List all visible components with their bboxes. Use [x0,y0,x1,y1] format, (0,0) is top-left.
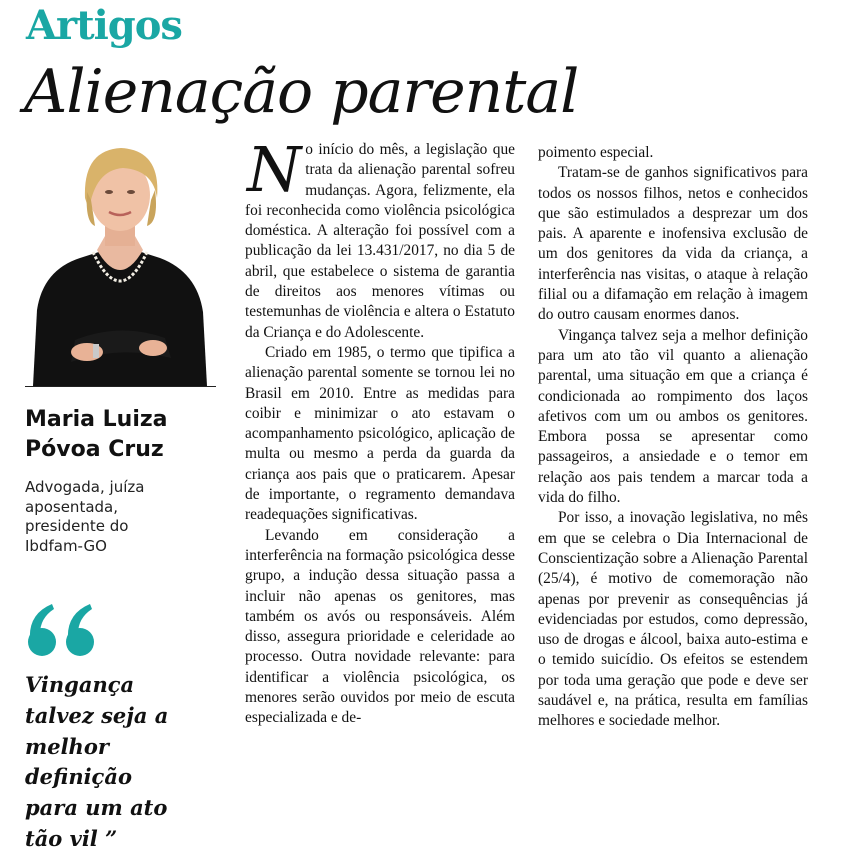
pull-quote-line: definição [25,764,132,790]
article-paragraph: Levando em consideração a interferência na formação psicológica desse grupo, a indução dessa situação passa a incluir não apenas os genitores, mas também os avós ou responsáveis. Além disso, assegura prioridade e celeridade ao processo. Outra novidade relevante: para identificar a violência psicológica, os menores serão ouvidos por meio de escuta especializada e de- [245,526,515,727]
article-paragraph: poimento especial. [538,144,654,161]
author-name [25,405,168,465]
pull-quote [25,670,225,855]
bio-line: Ibdfam-GO [25,536,107,555]
article-paragraph: Vingança talvez seja a melhor definição para um ato tão vil quanto a alienação parental, uma situação em que a criança é condicionada ao rompimento dos laços afetivos com um ou ambos os genitores. Embora possa se apresentar como passageiros, a ansiedade e o temor em relação aos pais tendem a marcar toda a vida do filho. [538,326,808,507]
author-bio [25,478,215,556]
pull-quote-line: Vingança [25,672,135,697]
author-name-line1: Maria Luiza [25,407,168,432]
drop-cap: N [247,133,302,206]
article-paragraph: No início do mês, a legislação que trata da alienação parental sofreu mudanças. Agora, felizmente, ela foi reconhecida como violência psicológica doméstica. A alteração foi possível com a publicação da lei 13.431/2017, no dia 5 de abril, que estabelece o sistema de garantia de direitos aos menores vítimas ou testemunhas de violência e altera o Estatuto da Criança e do Adolescente. [245,133,515,341]
author-photo [25,140,215,386]
headline: Alienação parental [24,57,579,127]
article-paragraph: Por isso, a inovação legislativa, no mês em que se celebra o Dia Internacional de Conscientização sobre a Alienação Parental (25/4), é motivo de comemoração não apenas por prevenir as consequências já evidenciadas por estudos, como depressão, uso de drogas e álcool, baixa auto-estima e o temido suicídio. Os efeitos se estendem por toda uma geração que pode e deve ser saudável e, na prática, resulta em famílias melhores e sociedade melhor. [538,509,808,730]
article-paragraph: Criado em 1985, o termo que tipifica a alienação parental somente se tornou lei no Brasil em 2010. Entre as medidas para coibir e minimizar o ato estavam o acompanhamento psicológico, aplicação de multa ou mesmo a perda da guarda da criança aos pais que o praticarem. Apesar de importante, o regramento demandava readequações significativas. [245,343,515,524]
pull-quote-line: tão vil ” [25,825,118,851]
author-name-line2: Póvoa Cruz [25,437,164,462]
bio-line: presidente do [25,517,129,535]
bio-line: Advogada, juíza [25,478,145,496]
quote-mark-icon [26,600,98,660]
pull-quote-line: melhor [25,733,109,759]
bio-line: aposentada, [25,497,118,516]
pull-quote-line: talvez seja a [25,702,169,728]
pull-quote-line: para um ato [25,795,168,821]
article-column-2 [538,143,808,732]
photo-divider [25,386,216,387]
article-column-1 [245,133,515,729]
section-label: Artigos [26,2,182,49]
article-paragraph: Tratam-se de ganhos significativos para todos os nossos filhos, netos e conhecidos que são estimulados a desprezar um dos pais. A aparente e inofensiva exclusão de um dos genitores da vida da criança, a interferência nas visitas, o ataque à relação filial ou a difamação em relação à imagem do outro causam enormes danos. [538,164,808,324]
